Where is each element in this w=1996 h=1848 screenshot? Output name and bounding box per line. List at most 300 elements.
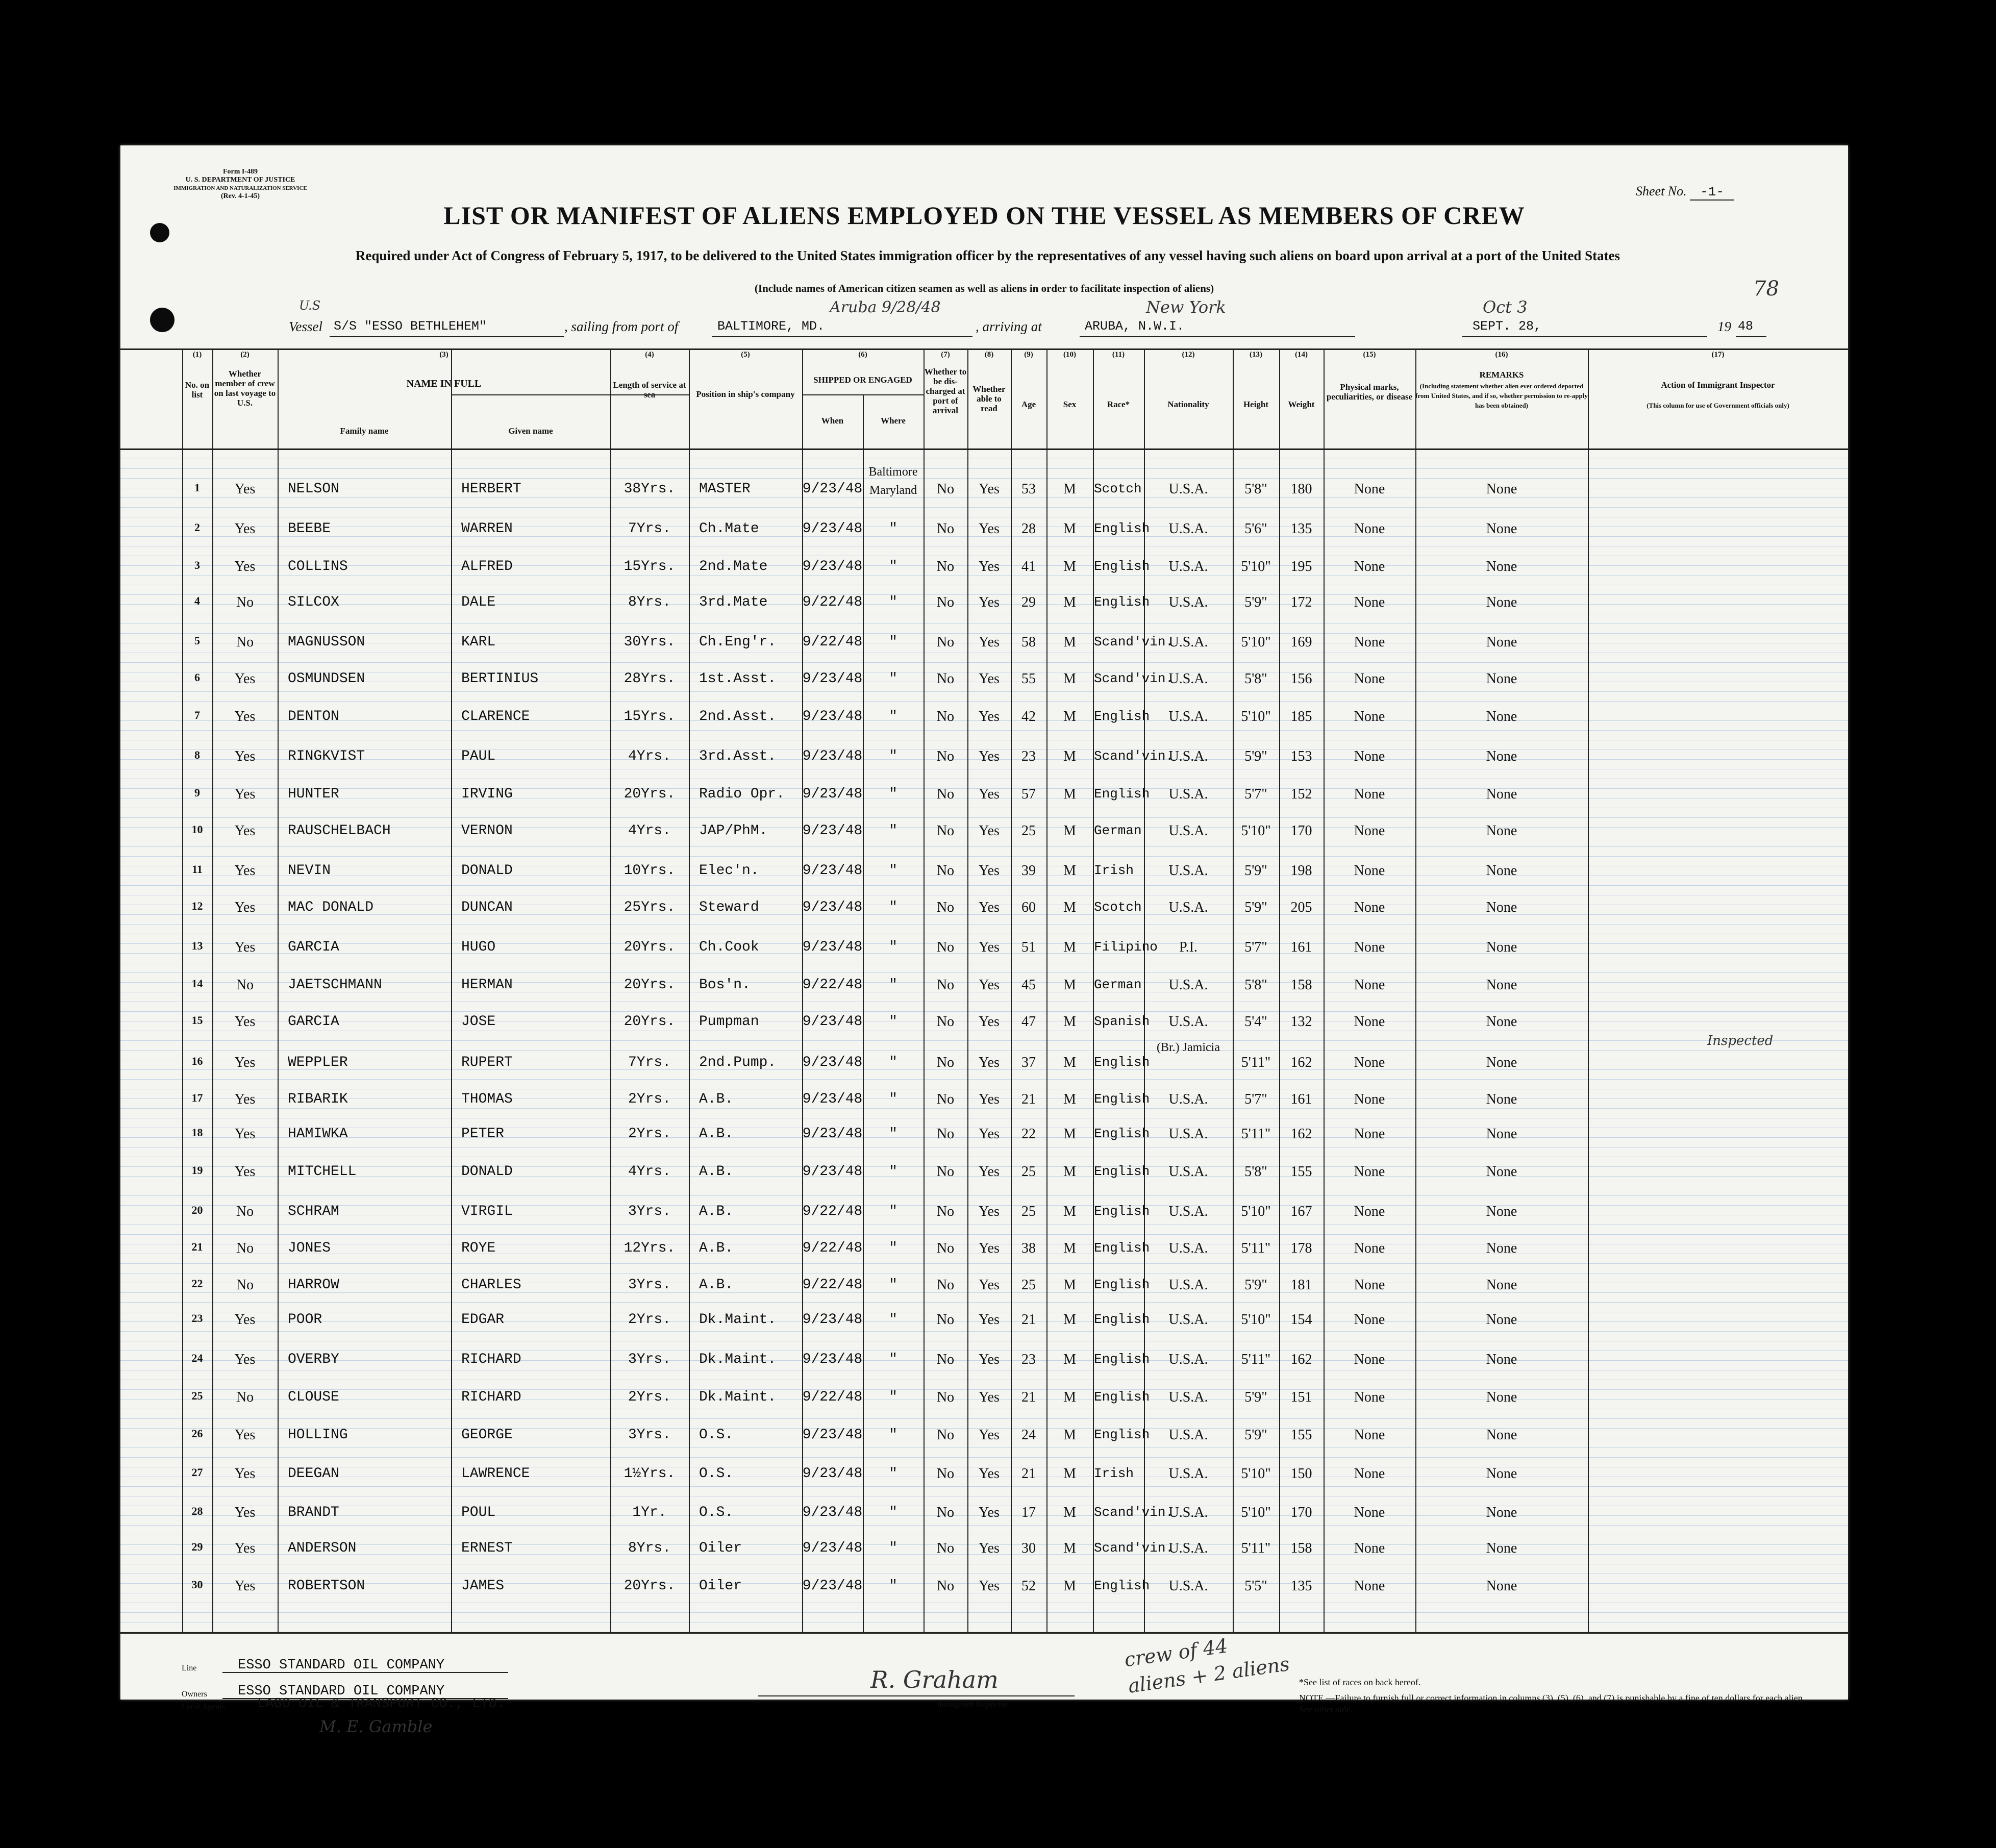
cell-prev: Yes [234,1091,256,1107]
cell-height: 5'9" [1244,1277,1267,1293]
cell-prev: Yes [234,671,256,687]
cell-age: 17 [1021,1505,1036,1520]
header-read: Whether able to read [972,384,1006,413]
cell-where: Baltimore Maryland [868,465,918,497]
cell-when: 9/23/48 [802,521,863,537]
cell-race: English [1094,594,1150,610]
cell-prev: Yes [234,1055,256,1070]
header-action: Action of Immigrant Inspector [1661,380,1775,390]
cell-marks: None [1354,559,1385,575]
cell-sex: M [1063,1578,1076,1594]
cell-where: " [889,823,897,839]
cell-height: 5'8" [1244,1164,1267,1180]
cell-family: ROBERTSON [288,1578,365,1594]
ruled-line [120,1011,1848,1012]
cell-age: 24 [1021,1427,1036,1443]
cell-disch: No [936,559,955,575]
cell-height: 5'10" [1241,1204,1271,1219]
cell-weight: 198 [1290,863,1312,879]
cell-remarks: None [1486,1427,1517,1443]
cell-nat: U.S.A. [1168,748,1208,764]
crew-row [120,1204,1848,1224]
cell-remarks: None [1486,634,1517,650]
cell-nat: U.S.A. [1168,1126,1208,1142]
cell-prev: Yes [234,748,256,764]
cell-when: 9/23/48 [802,1466,863,1482]
cell-prev: No [236,1389,254,1405]
ruled-line [120,468,1848,469]
cell-sex: M [1063,1091,1076,1107]
cell-sex: M [1063,709,1076,725]
cell-read: Yes [979,1164,1000,1180]
cell-remarks: None [1486,709,1517,725]
column-number: (15) [1363,351,1376,359]
cell-position: Ch.Eng'r. [699,634,777,650]
header-marks: Physical marks, peculiarities, or disease [1326,382,1413,402]
cell-height: 5'10" [1241,1466,1271,1482]
cell-nat: U.S.A. [1168,977,1208,993]
cell-when: 9/23/48 [802,900,863,915]
crew-row [120,559,1848,579]
cell-height: 5'10" [1241,1312,1271,1328]
cell-position: Pumpman [699,1014,759,1030]
cell-marks: None [1354,1204,1385,1219]
cell-disch: No [936,1578,955,1594]
handwritten-annotation: Aruba 9/28/48 [830,298,941,316]
crew-row [120,465,1848,502]
cell-disch: No [936,1540,955,1556]
cell-no: 17 [191,1091,203,1104]
cell-family: WEPPLER [288,1055,348,1070]
ruled-line [120,730,1848,731]
cell-prev: Yes [234,709,256,725]
column-number: (16) [1495,351,1508,359]
crew-row [120,1389,1848,1410]
cell-remarks: None [1486,1240,1517,1256]
cell-prev: Yes [234,1505,256,1520]
cell-height: 5'11" [1241,1240,1271,1256]
handwritten-annotation: Oct 3 [1483,297,1528,317]
cell-age: 21 [1021,1389,1036,1405]
cell-disch: No [936,1240,955,1256]
ruled-line [120,701,1848,702]
cell-race: English [1094,1204,1150,1219]
cell-disch: No [936,521,955,537]
cell-no: 25 [191,1389,203,1402]
crew-row [120,1466,1848,1486]
cell-no: 9 [194,786,200,799]
cell-service: 20Yrs. [623,1578,676,1594]
cell-prev: No [236,1240,254,1256]
cell-no: 19 [191,1164,203,1177]
cell-sex: M [1063,1164,1076,1180]
cell-when: 9/22/48 [802,1277,863,1293]
cell-read: Yes [979,1312,1000,1328]
column-number: (4) [645,351,654,359]
cell-disch: No [936,786,955,802]
cell-no: 7 [194,709,200,721]
header-where: Where [881,416,906,426]
cell-disch: No [936,634,955,650]
cell-when: 9/23/48 [802,1055,863,1070]
cell-height: 5'9" [1244,594,1267,610]
cell-prev: No [236,1204,254,1219]
cell-sex: M [1063,1204,1076,1219]
cell-prev: Yes [234,823,256,839]
service: IMMIGRATION AND NATURALIZATION SERVICE [173,185,307,191]
cell-given: RUPERT [461,1055,513,1070]
cell-when: 9/22/48 [802,1389,863,1405]
cell-height: 5'9" [1244,1427,1267,1443]
cell-nat: U.S.A. [1168,863,1208,879]
cell-sex: M [1063,1277,1076,1293]
cell-height: 5'10" [1241,709,1271,725]
cell-height: 5'8" [1244,671,1267,687]
cell-nat: U.S.A. [1168,709,1208,725]
cell-position: 2nd.Asst. [699,709,777,725]
cell-weight: 172 [1290,594,1312,610]
cell-prev: Yes [234,939,256,955]
cell-prev: No [236,634,254,650]
cell-where: " [889,1277,897,1293]
crew-row [120,1352,1848,1372]
cell-age: 45 [1021,977,1036,993]
cell-family: HOLLING [288,1427,348,1443]
subheader-rule [451,394,689,395]
cell-when: 9/23/48 [802,671,863,687]
header-no: No. on list [185,380,210,399]
cell-remarks: None [1486,1352,1517,1367]
cell-weight: 185 [1290,709,1312,725]
agents-label: Local Agents [182,1703,225,1711]
cell-nat: U.S.A. [1168,1312,1208,1328]
cell-sex: M [1063,1505,1076,1520]
cell-when: 9/23/48 [802,1352,863,1367]
crew-row [120,1014,1848,1034]
crew-row [120,939,1848,960]
cell-prev: Yes [234,559,256,575]
cell-when: 9/23/48 [802,748,863,764]
cell-given: LAWRENCE [461,1466,530,1482]
cell-sex: M [1063,594,1076,610]
ruled-line [120,1040,1848,1041]
cell-where: " [889,1312,897,1328]
cell-where: " [889,1014,897,1030]
cell-remarks: None [1486,1091,1517,1107]
cell-read: Yes [979,1505,1000,1520]
cell-remarks: None [1486,559,1517,575]
cell-prev: Yes [234,1540,256,1556]
cell-remarks: None [1486,481,1517,497]
header-nationality: Nationality [1167,399,1209,409]
header-weight: Weight [1288,399,1315,409]
cell-prev: No [236,594,254,610]
ruled-line [120,1612,1848,1613]
cell-read: Yes [979,786,1000,802]
cell-where: " [889,863,897,879]
cell-prev: Yes [234,1014,256,1030]
cell-marks: None [1354,1540,1385,1556]
cell-weight: 180 [1290,481,1312,497]
cell-no: 16 [191,1055,203,1067]
cell-marks: None [1354,1505,1385,1520]
column-number: (5) [741,351,750,359]
cell-age: 21 [1021,1091,1036,1107]
cell-read: Yes [979,748,1000,764]
crew-row [120,671,1848,691]
cell-prev: Yes [234,481,256,497]
cell-race: English [1094,559,1150,574]
cell-remarks: None [1486,1505,1517,1520]
cell-given: DALE [461,594,496,610]
cell-age: 25 [1021,1204,1036,1219]
header-service: Length of service at sea [613,380,686,399]
arrival-date: SEPT. 28, [1473,319,1542,334]
cell-race: English [1094,1578,1150,1593]
cell-read: Yes [979,481,1000,497]
cell-sex: M [1063,671,1076,687]
cell-race: Scand'vin. [1094,671,1174,686]
cell-family: HUNTER [288,786,339,802]
sheet-number [1636,184,1734,199]
cell-family: NEVIN [288,863,331,879]
cell-given: THOMAS [461,1091,513,1107]
cell-position: A.B. [699,1277,734,1293]
header-height: Height [1243,399,1269,409]
cell-marks: None [1354,1055,1385,1070]
cell-when: 9/23/48 [802,1505,863,1520]
cell-sex: M [1063,1055,1076,1070]
inspector-mark: Inspected [1707,1033,1774,1048]
cell-nat: U.S.A. [1168,1091,1208,1107]
cell-read: Yes [979,559,1000,575]
ruled-line [120,885,1848,886]
cell-position: A.B. [699,1240,734,1256]
cell-race: Scand'vin. [1094,634,1174,650]
cell-where: " [889,1466,897,1482]
cell-age: 25 [1021,823,1036,839]
cell-nat: P.I. [1179,939,1197,955]
cell-nat: U.S.A. [1168,1389,1208,1405]
cell-no: 28 [191,1505,203,1517]
cell-service: 3Yrs. [628,1204,671,1219]
ruled-line [120,691,1848,692]
crew-row [120,748,1848,769]
cell-disch: No [936,671,955,687]
cell-remarks: None [1486,1204,1517,1219]
cell-no: 8 [194,748,200,761]
cell-marks: None [1354,1091,1385,1107]
cell-service: 8Yrs. [628,594,671,610]
cell-no: 20 [191,1204,203,1216]
cell-where: " [889,594,897,610]
cell-disch: No [936,900,955,915]
cell-where: " [889,1164,897,1180]
cell-marks: None [1354,1277,1385,1293]
cell-race: English [1094,1055,1150,1070]
cell-age: 37 [1021,1055,1036,1070]
header-remarks: REMARKS [1479,370,1524,380]
cell-height: 5'9" [1244,748,1267,764]
cell-height: 5'11" [1241,1352,1271,1367]
cell-service: 3Yrs. [628,1352,671,1367]
cell-when: 9/23/48 [802,1427,863,1443]
cell-where: " [889,1126,897,1142]
cell-height: 5'8" [1244,481,1267,497]
cell-service: 1½Yrs. [623,1466,676,1482]
cell-no: 26 [191,1427,203,1440]
crew-row [120,1578,1848,1599]
cell-weight: 181 [1290,1277,1312,1293]
ruled-line [120,846,1848,847]
header-remarks-sub: (Including statement whether alien ever ordered deported from United States, and if so, whether permission to re-apply has been obtained) [1415,382,1588,409]
cell-no: 13 [191,939,203,952]
handwritten-annotation: New York [1146,297,1226,317]
cell-nat: U.S.A. [1168,1427,1208,1443]
column-number: (9) [1024,351,1033,359]
cell-marks: None [1354,1126,1385,1142]
sailing-label: , sailing from port of [564,319,679,334]
cell-age: 47 [1021,1014,1036,1030]
cell-position: A.B. [699,1126,734,1142]
cell-given: EDGAR [461,1312,505,1328]
cell-prev: Yes [234,1352,256,1367]
cell-prev: Yes [234,863,256,879]
crew-row [120,1041,1848,1075]
cell-nat: U.S.A. [1168,1352,1208,1367]
cell-no: 2 [194,521,200,534]
cell-height: 5'11" [1241,1126,1271,1142]
cell-family: OVERBY [288,1352,339,1367]
cell-sex: M [1063,559,1076,575]
cell-when: 9/23/48 [802,863,863,879]
cell-service: 2Yrs. [628,1389,671,1405]
cell-position: A.B. [699,1204,734,1219]
cell-read: Yes [979,709,1000,725]
arrival-port: ARUBA, N.W.I. [1085,319,1185,334]
cell-age: 30 [1021,1540,1036,1556]
cell-sex: M [1063,1427,1076,1443]
cell-marks: None [1354,977,1385,993]
cell-where: " [889,748,897,764]
cell-age: 57 [1021,786,1036,802]
revision: (Rev. 4-1-45) [220,192,260,200]
cell-read: Yes [979,1240,1000,1256]
cell-position: 3rd.Asst. [699,748,777,764]
cell-no: 22 [191,1277,203,1290]
ruled-line [120,662,1848,663]
cell-weight: 132 [1290,1014,1312,1030]
crew-row [120,1540,1848,1561]
cell-height: 5'10" [1241,559,1271,575]
vessel-label: Vessel [289,319,322,334]
cell-remarks: None [1486,863,1517,879]
cell-given: PAUL [461,748,496,764]
crew-row [120,1240,1848,1261]
cell-race: English [1094,1126,1150,1141]
cell-family: DEEGAN [288,1466,339,1482]
cell-given: DONALD [461,1164,513,1180]
year: 48 [1738,319,1754,334]
cell-where: " [889,1204,897,1219]
cell-no: 15 [191,1014,203,1027]
cell-nat: (Br.) Jamicia [1157,1041,1220,1054]
line-value: ESSO STANDARD OIL COMPANY [238,1658,445,1673]
cell-sex: M [1063,1466,1076,1482]
cell-race: English [1094,786,1150,802]
cell-nat: U.S.A. [1168,521,1208,537]
header-race: Race* [1107,399,1130,409]
cell-weight: 161 [1290,939,1312,955]
cell-family: DENTON [288,709,339,725]
header-sex: Sex [1063,399,1077,409]
cell-remarks: None [1486,1277,1517,1293]
cell-service: 4Yrs. [628,1164,671,1180]
cell-read: Yes [979,863,1000,879]
cell-disch: No [936,481,955,497]
cell-race: Scotch [1094,900,1142,915]
cell-sex: M [1063,823,1076,839]
cell-race: German [1094,823,1142,838]
cell-height: 5'11" [1241,1055,1271,1070]
crew-row [120,1505,1848,1525]
cell-position: Bos'n. [699,977,751,993]
cell-when: 9/23/48 [802,559,863,575]
cell-family: POOR [288,1312,322,1328]
cell-remarks: None [1486,939,1517,955]
cell-when: 9/22/48 [802,594,863,610]
cell-position: Steward [699,900,759,915]
cell-age: 21 [1021,1312,1036,1328]
cell-position: 3rd.Mate [699,594,768,610]
cell-read: Yes [979,521,1000,537]
cell-disch: No [936,1466,955,1482]
cell-read: Yes [979,1126,1000,1142]
cell-age: 41 [1021,559,1036,575]
cell-disch: No [936,709,955,725]
cell-marks: None [1354,939,1385,955]
cell-where: " [889,709,897,725]
cell-family: ANDERSON [288,1540,357,1556]
cell-read: Yes [979,594,1000,610]
cell-remarks: None [1486,900,1517,915]
cell-disch: No [936,977,955,993]
cell-height: 5'7" [1244,786,1267,802]
cell-service: 15Yrs. [623,709,676,725]
cell-remarks: None [1486,1540,1517,1556]
crew-row [120,900,1848,920]
cell-service: 20Yrs. [623,939,676,955]
cell-family: HAMIWKA [288,1126,348,1142]
crew-row [120,521,1848,541]
cell-disch: No [936,748,955,764]
cell-given: DONALD [461,863,513,879]
cell-no: 18 [191,1126,203,1139]
cell-family: SCHRAM [288,1204,339,1219]
cell-race: English [1094,1091,1150,1107]
header-name: NAME IN FULL [406,378,482,389]
ruled-line [120,633,1848,634]
cell-nat: U.S.A. [1168,1204,1208,1219]
cell-nat: U.S.A. [1168,1240,1208,1256]
cell-given: BERTINIUS [461,671,539,687]
cell-service: 20Yrs. [623,977,676,993]
ruled-line [120,1079,1848,1080]
cell-given: POUL [461,1505,496,1520]
cell-prev: Yes [234,1312,256,1328]
cell-marks: None [1354,823,1385,839]
cell-age: 38 [1021,1240,1036,1256]
